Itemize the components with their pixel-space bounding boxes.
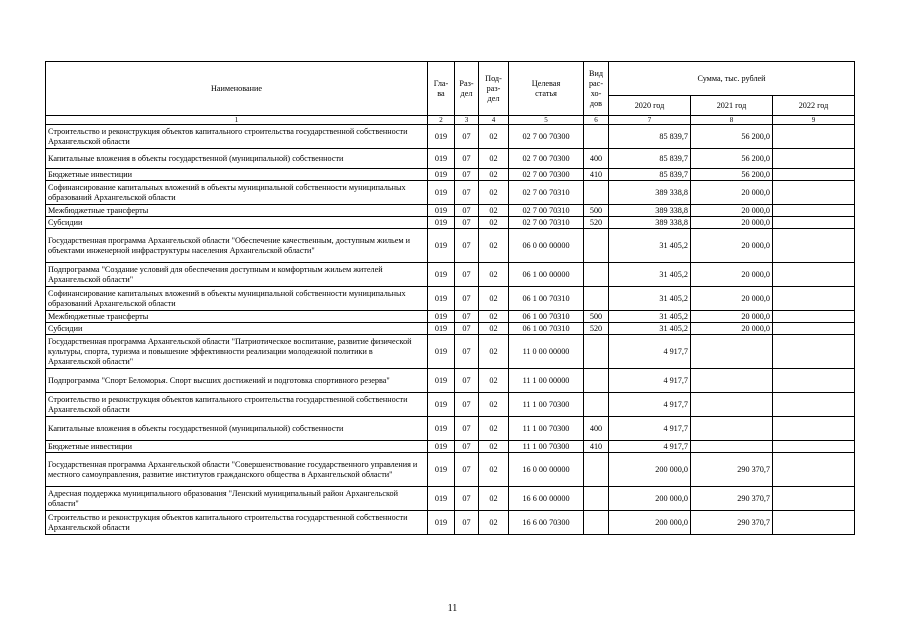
row-target: 06 1 00 00000 [509,263,584,287]
row-vid [584,335,609,369]
budget-table [45,61,855,535]
row-sum-2020: 85 839,7 [609,125,691,149]
row-glava: 019 [428,263,455,287]
row-razdel: 07 [455,125,479,149]
row-sum-2021: 56 200,0 [691,149,773,169]
row-sum-2021: 290 370,7 [691,453,773,487]
row-sum-2022 [773,511,855,535]
table-row [46,125,855,149]
row-sum-2022 [773,263,855,287]
row-target: 02 7 00 70310 [509,205,584,217]
column-number: 4 [479,116,509,125]
table-body [46,125,855,535]
header-year-2022: 2022 год [773,96,855,116]
row-sum-2020: 4 917,7 [609,369,691,393]
row-sum-2020: 389 338,8 [609,181,691,205]
row-name: Межбюджетные трансферты [46,205,428,217]
row-sum-2020: 31 405,2 [609,229,691,263]
header-glava: Гла- ва [428,62,455,116]
row-sum-2020: 85 839,7 [609,149,691,169]
row-podrazdel: 02 [479,441,509,453]
row-sum-2021 [691,441,773,453]
row-podrazdel: 02 [479,323,509,335]
row-glava: 019 [428,181,455,205]
row-sum-2021: 56 200,0 [691,169,773,181]
table-row [46,323,855,335]
row-glava: 019 [428,205,455,217]
row-razdel: 07 [455,217,479,229]
row-target: 11 1 00 70300 [509,417,584,441]
row-glava: 019 [428,217,455,229]
row-podrazdel: 02 [479,181,509,205]
row-vid [584,511,609,535]
row-sum-2022 [773,335,855,369]
row-sum-2021 [691,417,773,441]
row-razdel: 07 [455,441,479,453]
row-sum-2021: 20 000,0 [691,205,773,217]
row-podrazdel: 02 [479,263,509,287]
row-sum-2022 [773,181,855,205]
row-podrazdel: 02 [479,229,509,263]
row-target: 16 6 00 00000 [509,487,584,511]
row-glava: 019 [428,453,455,487]
row-target: 16 0 00 00000 [509,453,584,487]
row-razdel: 07 [455,205,479,217]
row-target: 16 6 00 70300 [509,511,584,535]
row-name: Строительство и реконструкция объектов капитального строительства государственной собственности Архангельской области [46,511,428,535]
row-glava: 019 [428,149,455,169]
table-row [46,453,855,487]
row-sum-2021: 20 000,0 [691,263,773,287]
row-sum-2021 [691,369,773,393]
row-podrazdel: 02 [479,125,509,149]
row-vid [584,125,609,149]
table-row [46,263,855,287]
row-sum-2020: 4 917,7 [609,441,691,453]
row-glava: 019 [428,229,455,263]
row-sum-2021: 20 000,0 [691,181,773,205]
row-razdel: 07 [455,417,479,441]
row-sum-2020: 4 917,7 [609,393,691,417]
table-row [46,487,855,511]
column-number: 8 [691,116,773,125]
table-row [46,169,855,181]
row-target: 06 1 00 70310 [509,287,584,311]
row-razdel: 07 [455,511,479,535]
row-name: Межбюджетные трансферты [46,311,428,323]
row-razdel: 07 [455,487,479,511]
row-sum-2022 [773,441,855,453]
row-vid [584,229,609,263]
row-vid: 410 [584,441,609,453]
row-razdel: 07 [455,149,479,169]
row-sum-2020: 85 839,7 [609,169,691,181]
row-name: Софинансирование капитальных вложений в объекты муниципальной собственности муниципальных образований Архангельской области [46,287,428,311]
column-number-row [46,116,855,125]
row-razdel: 07 [455,311,479,323]
row-vid: 520 [584,323,609,335]
row-glava: 019 [428,369,455,393]
row-podrazdel: 02 [479,453,509,487]
row-sum-2021: 20 000,0 [691,229,773,263]
row-sum-2022 [773,205,855,217]
row-sum-2021: 20 000,0 [691,311,773,323]
table-row [46,311,855,323]
header-name: Наименование [46,62,428,116]
row-sum-2020: 31 405,2 [609,311,691,323]
row-name: Субсидии [46,323,428,335]
row-target: 02 7 00 70300 [509,125,584,149]
table-row [46,393,855,417]
column-number: 3 [455,116,479,125]
table-row [46,149,855,169]
row-target: 11 1 00 70300 [509,393,584,417]
row-sum-2022 [773,149,855,169]
row-sum-2022 [773,311,855,323]
row-target: 06 1 00 70310 [509,311,584,323]
row-target: 11 1 00 70300 [509,441,584,453]
row-target: 02 7 00 70300 [509,149,584,169]
row-sum-2022 [773,169,855,181]
row-vid: 520 [584,217,609,229]
row-name: Государственная программа Архангельской области "Патриотическое воспитание, развитие физической культуры, спорта, туризма и повышение эффективности реализации молодежной политики в Архангельской области" [46,335,428,369]
row-target: 02 7 00 70310 [509,217,584,229]
row-podrazdel: 02 [479,205,509,217]
table-row [46,205,855,217]
row-glava: 019 [428,311,455,323]
row-glava: 019 [428,335,455,369]
row-vid: 400 [584,417,609,441]
row-podrazdel: 02 [479,369,509,393]
table-row [46,217,855,229]
column-number: 7 [609,116,691,125]
column-number: 2 [428,116,455,125]
header-target: Целевая статья [509,62,584,116]
row-glava: 019 [428,125,455,149]
row-vid [584,487,609,511]
row-podrazdel: 02 [479,335,509,369]
row-sum-2020: 200 000,0 [609,453,691,487]
row-glava: 019 [428,441,455,453]
row-podrazdel: 02 [479,393,509,417]
table-row [46,417,855,441]
row-podrazdel: 02 [479,287,509,311]
row-sum-2022 [773,393,855,417]
row-sum-2022 [773,217,855,229]
row-vid [584,263,609,287]
row-podrazdel: 02 [479,487,509,511]
column-number: 9 [773,116,855,125]
row-glava: 019 [428,511,455,535]
row-vid: 500 [584,311,609,323]
header-sum: Сумма, тыс. рублей [609,62,855,96]
row-sum-2021: 290 370,7 [691,487,773,511]
row-sum-2022 [773,323,855,335]
row-sum-2021: 290 370,7 [691,511,773,535]
row-vid [584,181,609,205]
row-sum-2020: 389 338,8 [609,217,691,229]
row-sum-2020: 31 405,2 [609,323,691,335]
row-podrazdel: 02 [479,511,509,535]
row-target: 11 1 00 00000 [509,369,584,393]
table-row [46,229,855,263]
row-name: Бюджетные инвестиции [46,169,428,181]
row-sum-2020: 389 338,8 [609,205,691,217]
row-name: Бюджетные инвестиции [46,441,428,453]
row-sum-2020: 4 917,7 [609,335,691,369]
row-sum-2021: 56 200,0 [691,125,773,149]
row-sum-2022 [773,287,855,311]
row-name: Софинансирование капитальных вложений в объекты муниципальной собственности муниципальных образований Архангельской области [46,181,428,205]
row-sum-2020: 200 000,0 [609,487,691,511]
row-vid [584,453,609,487]
table-row [46,511,855,535]
row-sum-2020: 200 000,0 [609,511,691,535]
row-name: Государственная программа Архангельской области "Совершенствование государственного управления и местного самоуправления, развитие институтов гражданского общества в Архангельской области" [46,453,428,487]
row-sum-2022 [773,453,855,487]
table-row [46,287,855,311]
row-razdel: 07 [455,335,479,369]
row-razdel: 07 [455,263,479,287]
row-name: Строительство и реконструкция объектов капитального строительства государственной собственности Архангельской области [46,393,428,417]
header-year-2020: 2020 год [609,96,691,116]
row-podrazdel: 02 [479,149,509,169]
row-vid [584,393,609,417]
header-vid: Вид рас- хо- дов [584,62,609,116]
row-name: Капитальные вложения в объекты государственной (муниципальной) собственности [46,417,428,441]
row-vid: 400 [584,149,609,169]
row-podrazdel: 02 [479,217,509,229]
header-razdel: Раз- дел [455,62,479,116]
row-sum-2021 [691,335,773,369]
row-sum-2021: 20 000,0 [691,323,773,335]
row-razdel: 07 [455,369,479,393]
page-number: 11 [447,603,458,614]
column-number: 5 [509,116,584,125]
row-glava: 019 [428,169,455,181]
row-name: Адресная поддержка муниципального образования "Ленский муниципальный район Архангельской области" [46,487,428,511]
row-name: Строительство и реконструкция объектов капитального строительства государственной собственности Архангельской области [46,125,428,149]
row-razdel: 07 [455,169,479,181]
row-podrazdel: 02 [479,169,509,181]
row-sum-2021: 20 000,0 [691,217,773,229]
row-razdel: 07 [455,287,479,311]
row-vid: 410 [584,169,609,181]
row-razdel: 07 [455,453,479,487]
row-target: 11 0 00 00000 [509,335,584,369]
row-razdel: 07 [455,393,479,417]
row-name: Подпрограмма "Создание условий для обеспечения доступным и комфортным жильем жителей Архангельской области" [46,263,428,287]
row-glava: 019 [428,417,455,441]
row-glava: 019 [428,323,455,335]
row-sum-2022 [773,487,855,511]
row-sum-2020: 4 917,7 [609,417,691,441]
row-vid: 500 [584,205,609,217]
row-sum-2021: 20 000,0 [691,287,773,311]
row-podrazdel: 02 [479,417,509,441]
row-target: 02 7 00 70300 [509,169,584,181]
table-row [46,335,855,369]
row-sum-2021 [691,393,773,417]
row-name: Субсидии [46,217,428,229]
header-podrazdel: Под- раз- дел [479,62,509,116]
row-sum-2020: 31 405,2 [609,287,691,311]
row-sum-2022 [773,369,855,393]
row-razdel: 07 [455,323,479,335]
column-number: 1 [46,116,428,125]
row-target: 06 1 00 70310 [509,323,584,335]
row-glava: 019 [428,393,455,417]
row-glava: 019 [428,287,455,311]
table-row [46,181,855,205]
header-year-2021: 2021 год [691,96,773,116]
row-glava: 019 [428,487,455,511]
row-name: Капитальные вложения в объекты государственной (муниципальной) собственности [46,149,428,169]
row-name: Государственная программа Архангельской области "Обеспечение качественным, доступным жильем и объектами инженерной инфраструктуры населения Архангельской области" [46,229,428,263]
row-razdel: 07 [455,181,479,205]
row-sum-2022 [773,417,855,441]
row-sum-2020: 31 405,2 [609,263,691,287]
row-target: 06 0 00 00000 [509,229,584,263]
row-vid [584,369,609,393]
row-sum-2022 [773,229,855,263]
table-row [46,441,855,453]
row-sum-2022 [773,125,855,149]
row-razdel: 07 [455,229,479,263]
table-row [46,369,855,393]
column-number: 6 [584,116,609,125]
row-name: Подпрограмма "Спорт Беломорья. Спорт высших достижений и подготовка спортивного резерва" [46,369,428,393]
row-target: 02 7 00 70310 [509,181,584,205]
row-vid [584,287,609,311]
row-podrazdel: 02 [479,311,509,323]
